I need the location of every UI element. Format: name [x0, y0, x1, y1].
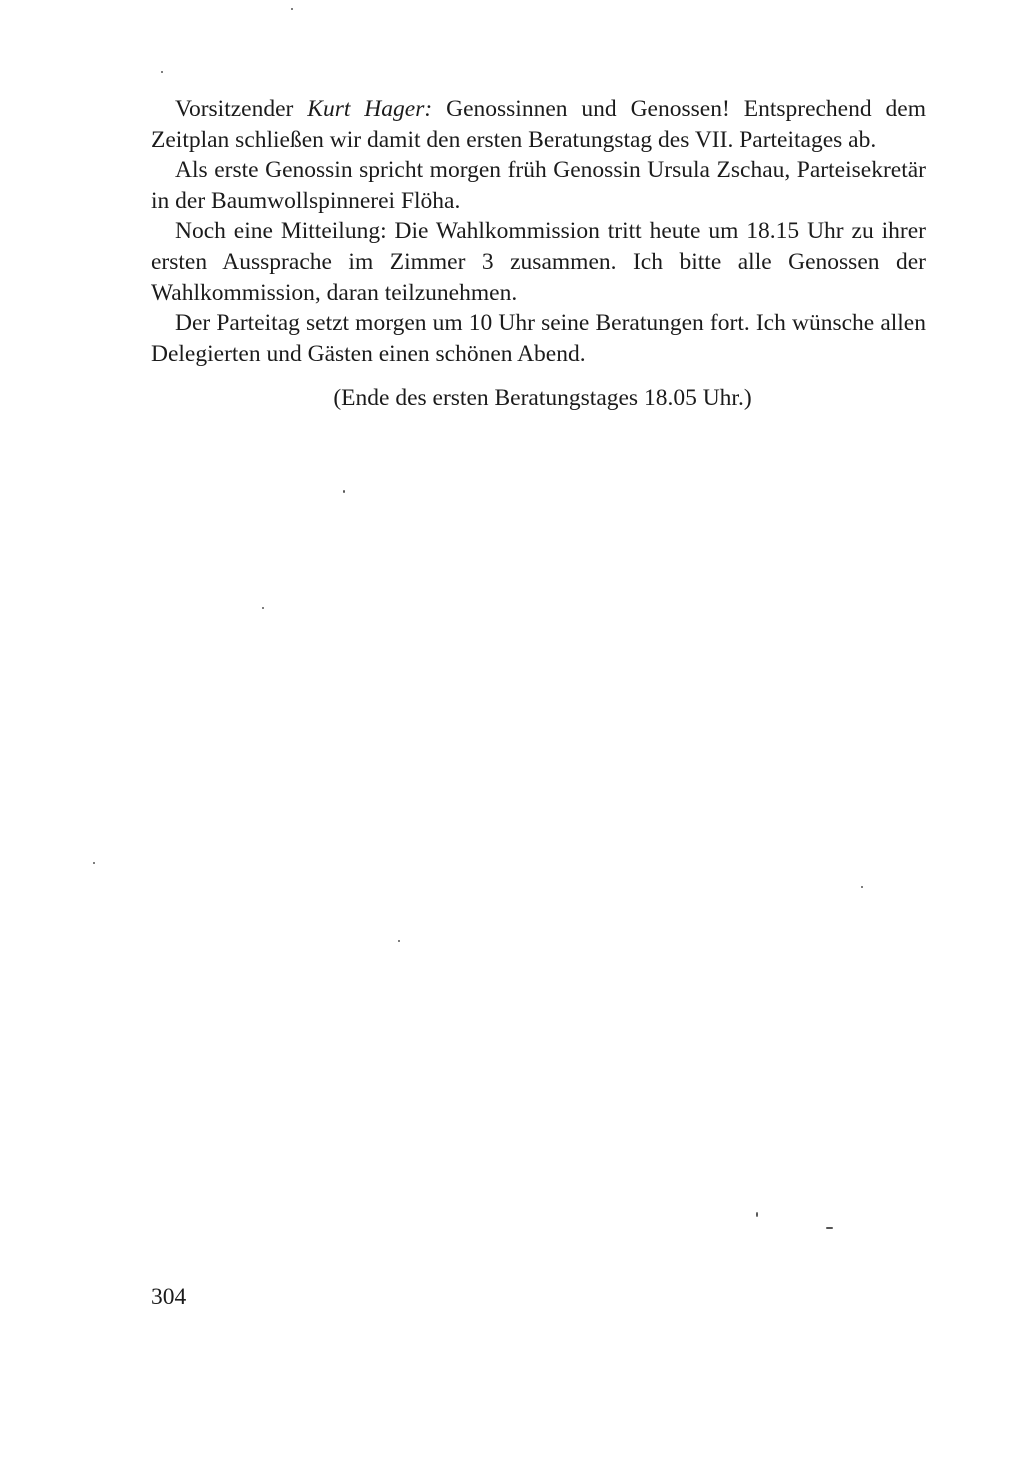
speaker-role: Vorsitzender [175, 96, 294, 122]
scan-speck [756, 1212, 758, 1217]
scan-speck [826, 1227, 833, 1229]
closing-note: (Ende des ersten Beratungstages 18.05 Uhr.) [333, 385, 752, 412]
page-number: 304 [151, 1284, 187, 1310]
scan-speck [291, 8, 293, 10]
scan-speck [861, 886, 863, 888]
scan-speck [161, 71, 163, 73]
scan-speck [262, 607, 264, 609]
scan-speck [343, 490, 345, 493]
paragraph-1-text: Genossinnen und Genossen! Entsprechend dem Zeitplan schließen wir damit den ersten Beratungstag des VII. Parteitages ab. [151, 96, 926, 153]
scan-speck [398, 940, 400, 942]
speaker-name: Kurt Hager: [307, 96, 433, 122]
paragraph-2: Als erste Genossin spricht morgen früh Genossin Ursula Zschau, Parteisekretär in der Baumwollspinnerei Flöha. [151, 157, 926, 214]
paragraph-4: Der Parteitag setzt morgen um 10 Uhr seine Beratungen fort. Ich wünsche allen Delegierten und Gästen einen schönen Abend. [151, 310, 926, 367]
paragraph-1 [151, 94, 926, 155]
body-text [151, 94, 926, 414]
paragraph-3: Noch eine Mitteilung: Die Wahlkommission tritt heute um 18.15 Uhr zu ihrer ersten Aussprache im Zimmer 3 zusammen. Ich bitte alle Genossen der Wahlkommission, daran teilzunehmen. [151, 218, 926, 306]
scan-speck [93, 862, 95, 864]
